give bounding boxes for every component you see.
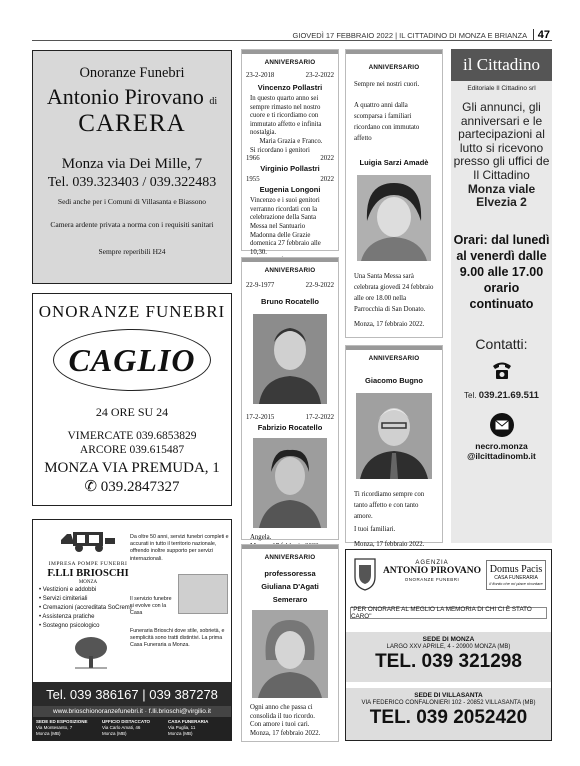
obit-signed: Con amore i tuoi cari. bbox=[250, 721, 310, 729]
obit-name: Vincenzo Pollastri bbox=[257, 83, 323, 92]
obit-dates: 1966 2022 bbox=[246, 155, 334, 163]
cittadino-email[interactable]: necro.monza @ilcittadinomb.it bbox=[467, 440, 536, 461]
obit-header: ANNIVERSARIO bbox=[264, 59, 316, 66]
obit-name: Bruno Rocatello bbox=[261, 297, 319, 306]
obit-name: Fabrizio Rocatello bbox=[257, 423, 323, 432]
obit-place: Monza, 17 febbraio 2022. bbox=[250, 729, 321, 737]
service-item: • Sostegno psicologico bbox=[39, 623, 100, 629]
obit-signed: Maria Grazia e Franco. bbox=[259, 137, 323, 145]
brioschi-phones: Tel. 039 386167 | 039 387278 bbox=[33, 682, 231, 706]
obit-text: Ogni anno che passa ci consolida il tuo ricordo. bbox=[250, 704, 315, 720]
cittadino-announce: Gli annunci, gli anniversari e le partecipazioni al lutto si ricevono presso gli uffici de Il Cittadino Monza viale Elvezia 2 bbox=[451, 101, 552, 210]
obituary-pollastri bbox=[241, 49, 339, 256]
domus-pacis-logo: Domus Pacis CASA FUNERARIA Il fiordo che mi piace ricordare bbox=[486, 560, 546, 590]
obit-header: ANNIVERSARIO bbox=[264, 267, 316, 274]
obit-name: Virginio Pollastri bbox=[260, 164, 320, 174]
obit-text: Ti ricordiamo sempre con tanto affetto e con tanto amore. bbox=[354, 491, 425, 520]
ad1-room: Camera ardente privata a norma con i requisiti sanitari bbox=[50, 220, 214, 229]
ad-pirovano-domus bbox=[345, 549, 552, 741]
cittadino-phone[interactable]: Tel. 039.21.69.511 bbox=[464, 389, 539, 401]
header-rule bbox=[32, 40, 552, 41]
portrait-photo bbox=[356, 393, 432, 479]
header-paper: IL CITTADINO DI MONZA E BRIANZA bbox=[399, 31, 527, 40]
ad2-title: ONORANZE FUNEBRI bbox=[38, 302, 226, 321]
sede-villasanta: SEDE DI VILLASANTA VIA FEDERICO CONFALONIERI 102 - 20852 VILLASANTA (MB) TEL. 039 2052420 bbox=[346, 688, 551, 740]
ad1-line1: Onoranze Funebri bbox=[79, 65, 185, 81]
portrait-icon bbox=[356, 393, 432, 479]
page-number: 47 bbox=[533, 29, 550, 41]
ad-brioschi bbox=[32, 519, 232, 741]
obit-title: professoressa bbox=[264, 569, 316, 578]
obit-name: Eugenia Longoni bbox=[259, 185, 321, 195]
portrait-photo bbox=[357, 175, 431, 261]
page-header: GIOVEDÌ 17 FEBBRAIO 2022 | IL CITTADINO DI MONZA E BRIANZA 47 bbox=[292, 29, 550, 41]
ad2-vimercate: VIMERCATE 039.6853829 bbox=[67, 430, 197, 442]
ad1-phones: Tel. 039.323403 / 039.322483 bbox=[47, 175, 217, 190]
ad2-logo-oval bbox=[53, 329, 211, 391]
footer-location: SEDE ED ESPOSIZIONE Via Montesanto, 7 Monza (MB) bbox=[36, 719, 88, 736]
portrait-icon bbox=[253, 314, 327, 404]
portrait-icon bbox=[253, 438, 327, 528]
cittadino-editor: Editoriale Il Cittadino srl bbox=[467, 85, 536, 92]
mail-icon bbox=[490, 413, 514, 437]
brioschi-city: MONZA bbox=[78, 580, 98, 585]
portrait-icon bbox=[252, 610, 328, 698]
ad-caglio bbox=[32, 293, 232, 506]
phone-icon bbox=[491, 360, 513, 380]
obit-place: Monza, 17 febbraio 2022. bbox=[354, 540, 425, 548]
obit-signed: Si ricordano i genitori bbox=[250, 146, 310, 154]
brioschi-service-note: Il servizio funebre si evolve con la Casa bbox=[130, 596, 172, 616]
obit-name: Giuliana D'Agati bbox=[261, 582, 319, 591]
obit-text: Sempre nei nostri cuori. bbox=[354, 81, 420, 88]
obit-dates: 1955 2022 bbox=[246, 176, 334, 184]
obit-dates: 23-2-2018 23-2-2022 bbox=[246, 72, 334, 79]
obit-header: ANNIVERSARIO bbox=[368, 355, 420, 362]
cittadino-hours: Orari: dal lunedì al venerdì dalle 9.00 alle 17.00 orario continuato bbox=[453, 232, 550, 311]
obit-header: ANNIVERSARIO bbox=[368, 64, 420, 71]
ad2-brand: CAGLIO bbox=[68, 341, 196, 378]
tree-icon bbox=[71, 636, 111, 670]
hearse-icon bbox=[59, 528, 117, 554]
ad1-name: Antonio Pirovano di bbox=[46, 84, 218, 109]
cittadino-logo: il Cittadino bbox=[451, 49, 552, 81]
service-item: • Vestizioni e addobbi bbox=[39, 587, 97, 593]
ad1-address: Monza via Dei Mille, 7 bbox=[61, 156, 203, 172]
obit-dates: 22-9-1977 22-9-2022 bbox=[246, 282, 334, 289]
obit-signed: I tuoi familiari. bbox=[354, 526, 396, 533]
service-item: • Cremazioni (accreditata SoCrem) bbox=[39, 605, 132, 611]
obit-surname: Semeraro bbox=[272, 595, 308, 604]
brioschi-logo bbox=[45, 528, 131, 585]
obit-dates: 17-2-2015 17-2-2022 bbox=[246, 414, 334, 421]
sede-monza-phone: TEL. 039 321298 bbox=[375, 651, 522, 672]
footer-location: UFFICIO DISTACCATO Via Carlo Amati, 46 Monza (MB) bbox=[102, 719, 150, 736]
ad2-hours: 24 ORE SU 24 bbox=[95, 405, 169, 419]
obit-text: Vincenzo e i suoi genitori verranno ricordati con la celebrazione della Santa Messa nel Santuario Madonna delle Grazie domenica 27 febbraio alle 10,30. bbox=[250, 197, 321, 256]
ad1-branches: Sedi anche per i Comuni di Villasanta e Biassono bbox=[57, 197, 207, 206]
obituary-sarzi-amade bbox=[345, 49, 443, 338]
header-date: GIOVEDÌ 17 FEBBRAIO 2022 bbox=[292, 31, 394, 40]
cittadino-contacts: Contatti: bbox=[475, 335, 528, 352]
ad2-phone: ✆ 039.2847327 bbox=[84, 479, 180, 495]
brioschi-building-image bbox=[178, 574, 228, 614]
ad4-motto: "PER ONORARE AL MEGLIO LA MEMORIA DI CHI CI È STATO CARO" bbox=[350, 607, 547, 619]
brioschi-impresa: IMPRESA POMPE FUNEBRI bbox=[48, 561, 128, 567]
sede-monza: SEDE DI MONZA LARGO XXV APRILE, 4 - 20900 MONZA (MB) TEL. 039 321298 bbox=[346, 632, 551, 682]
pirovano-agency: AGENZIA ANTONIO PIROVANO ONORANZE FUNEBRI bbox=[382, 560, 482, 582]
obituary-bugno bbox=[345, 345, 443, 548]
obit-text: Una Santa Messa sarà celebrata giovedì 24 febbraio alle ore 18.00 nella Parrocchia di San Donato. bbox=[354, 272, 434, 313]
ad2-monza: MONZA VIA PREMUDA, 1 bbox=[44, 460, 220, 476]
ad2-arcore: ARCORE 039.615487 bbox=[79, 444, 185, 456]
ad1-town: CARERA bbox=[78, 110, 186, 137]
crest-icon bbox=[352, 555, 378, 591]
obit-signed: Angela. bbox=[250, 534, 272, 541]
brioschi-footer bbox=[33, 717, 231, 740]
obit-place: Monza, 17 febbraio 2022. bbox=[354, 320, 425, 328]
obituary-dagati bbox=[241, 544, 339, 742]
brioschi-casa: Funeraria Brioschi dove stile, sobrietà, e semplicità sono tratti distintivi. La prima Casa Funeraria a Monza. bbox=[130, 628, 225, 649]
pirovano-name: ANTONIO PIROVANO bbox=[382, 566, 482, 576]
obituary-rocatello bbox=[241, 257, 339, 540]
obit-header: ANNIVERSARIO bbox=[264, 554, 316, 561]
sede-villasanta-phone: TEL. 039 2052420 bbox=[369, 707, 528, 728]
obit-text: In questo quarto anno sei sempre rimasto nel nostro cuore e ti ricordiamo con immutato affetto e infinita nostalgia. bbox=[250, 95, 322, 137]
ad1-hours: Sempre reperibili H24 bbox=[98, 247, 166, 256]
footer-location: CASA FUNERARIA Via Puglia, 11 Monza (MB) bbox=[168, 719, 209, 736]
service-item: • Servizi cimiteriali bbox=[39, 596, 88, 602]
obit-name: Luigia Sarzi Amadè bbox=[359, 157, 429, 167]
brioschi-name: F.LLI BRIOSCHI bbox=[47, 568, 129, 579]
portrait-photo bbox=[253, 438, 327, 528]
cittadino-info bbox=[451, 49, 552, 543]
brioschi-services bbox=[39, 586, 132, 631]
portrait-photo bbox=[252, 610, 328, 698]
service-item: • Assistenza pratiche bbox=[39, 614, 95, 620]
obit-text: A quattro anni dalla scomparsa i familiari ricordano con immutato affetto bbox=[354, 101, 420, 142]
portrait-icon bbox=[357, 175, 431, 261]
cittadino-address: Monza viale Elvezia 2 bbox=[467, 181, 536, 210]
portrait-photo bbox=[253, 314, 327, 404]
brioschi-intro: Da oltre 50 anni, servizi funebri completi e accurati in tutto il territorio nazionale, offrendo inoltre supporto per servizi internazionali. bbox=[130, 534, 229, 562]
ad-pirovano-carera bbox=[32, 50, 232, 284]
obit-name: Giacomo Bugno bbox=[365, 376, 423, 385]
brioschi-web: www.brioschionoranzefunebri.it · f.lli.brioschi@virgilio.it bbox=[33, 706, 231, 717]
